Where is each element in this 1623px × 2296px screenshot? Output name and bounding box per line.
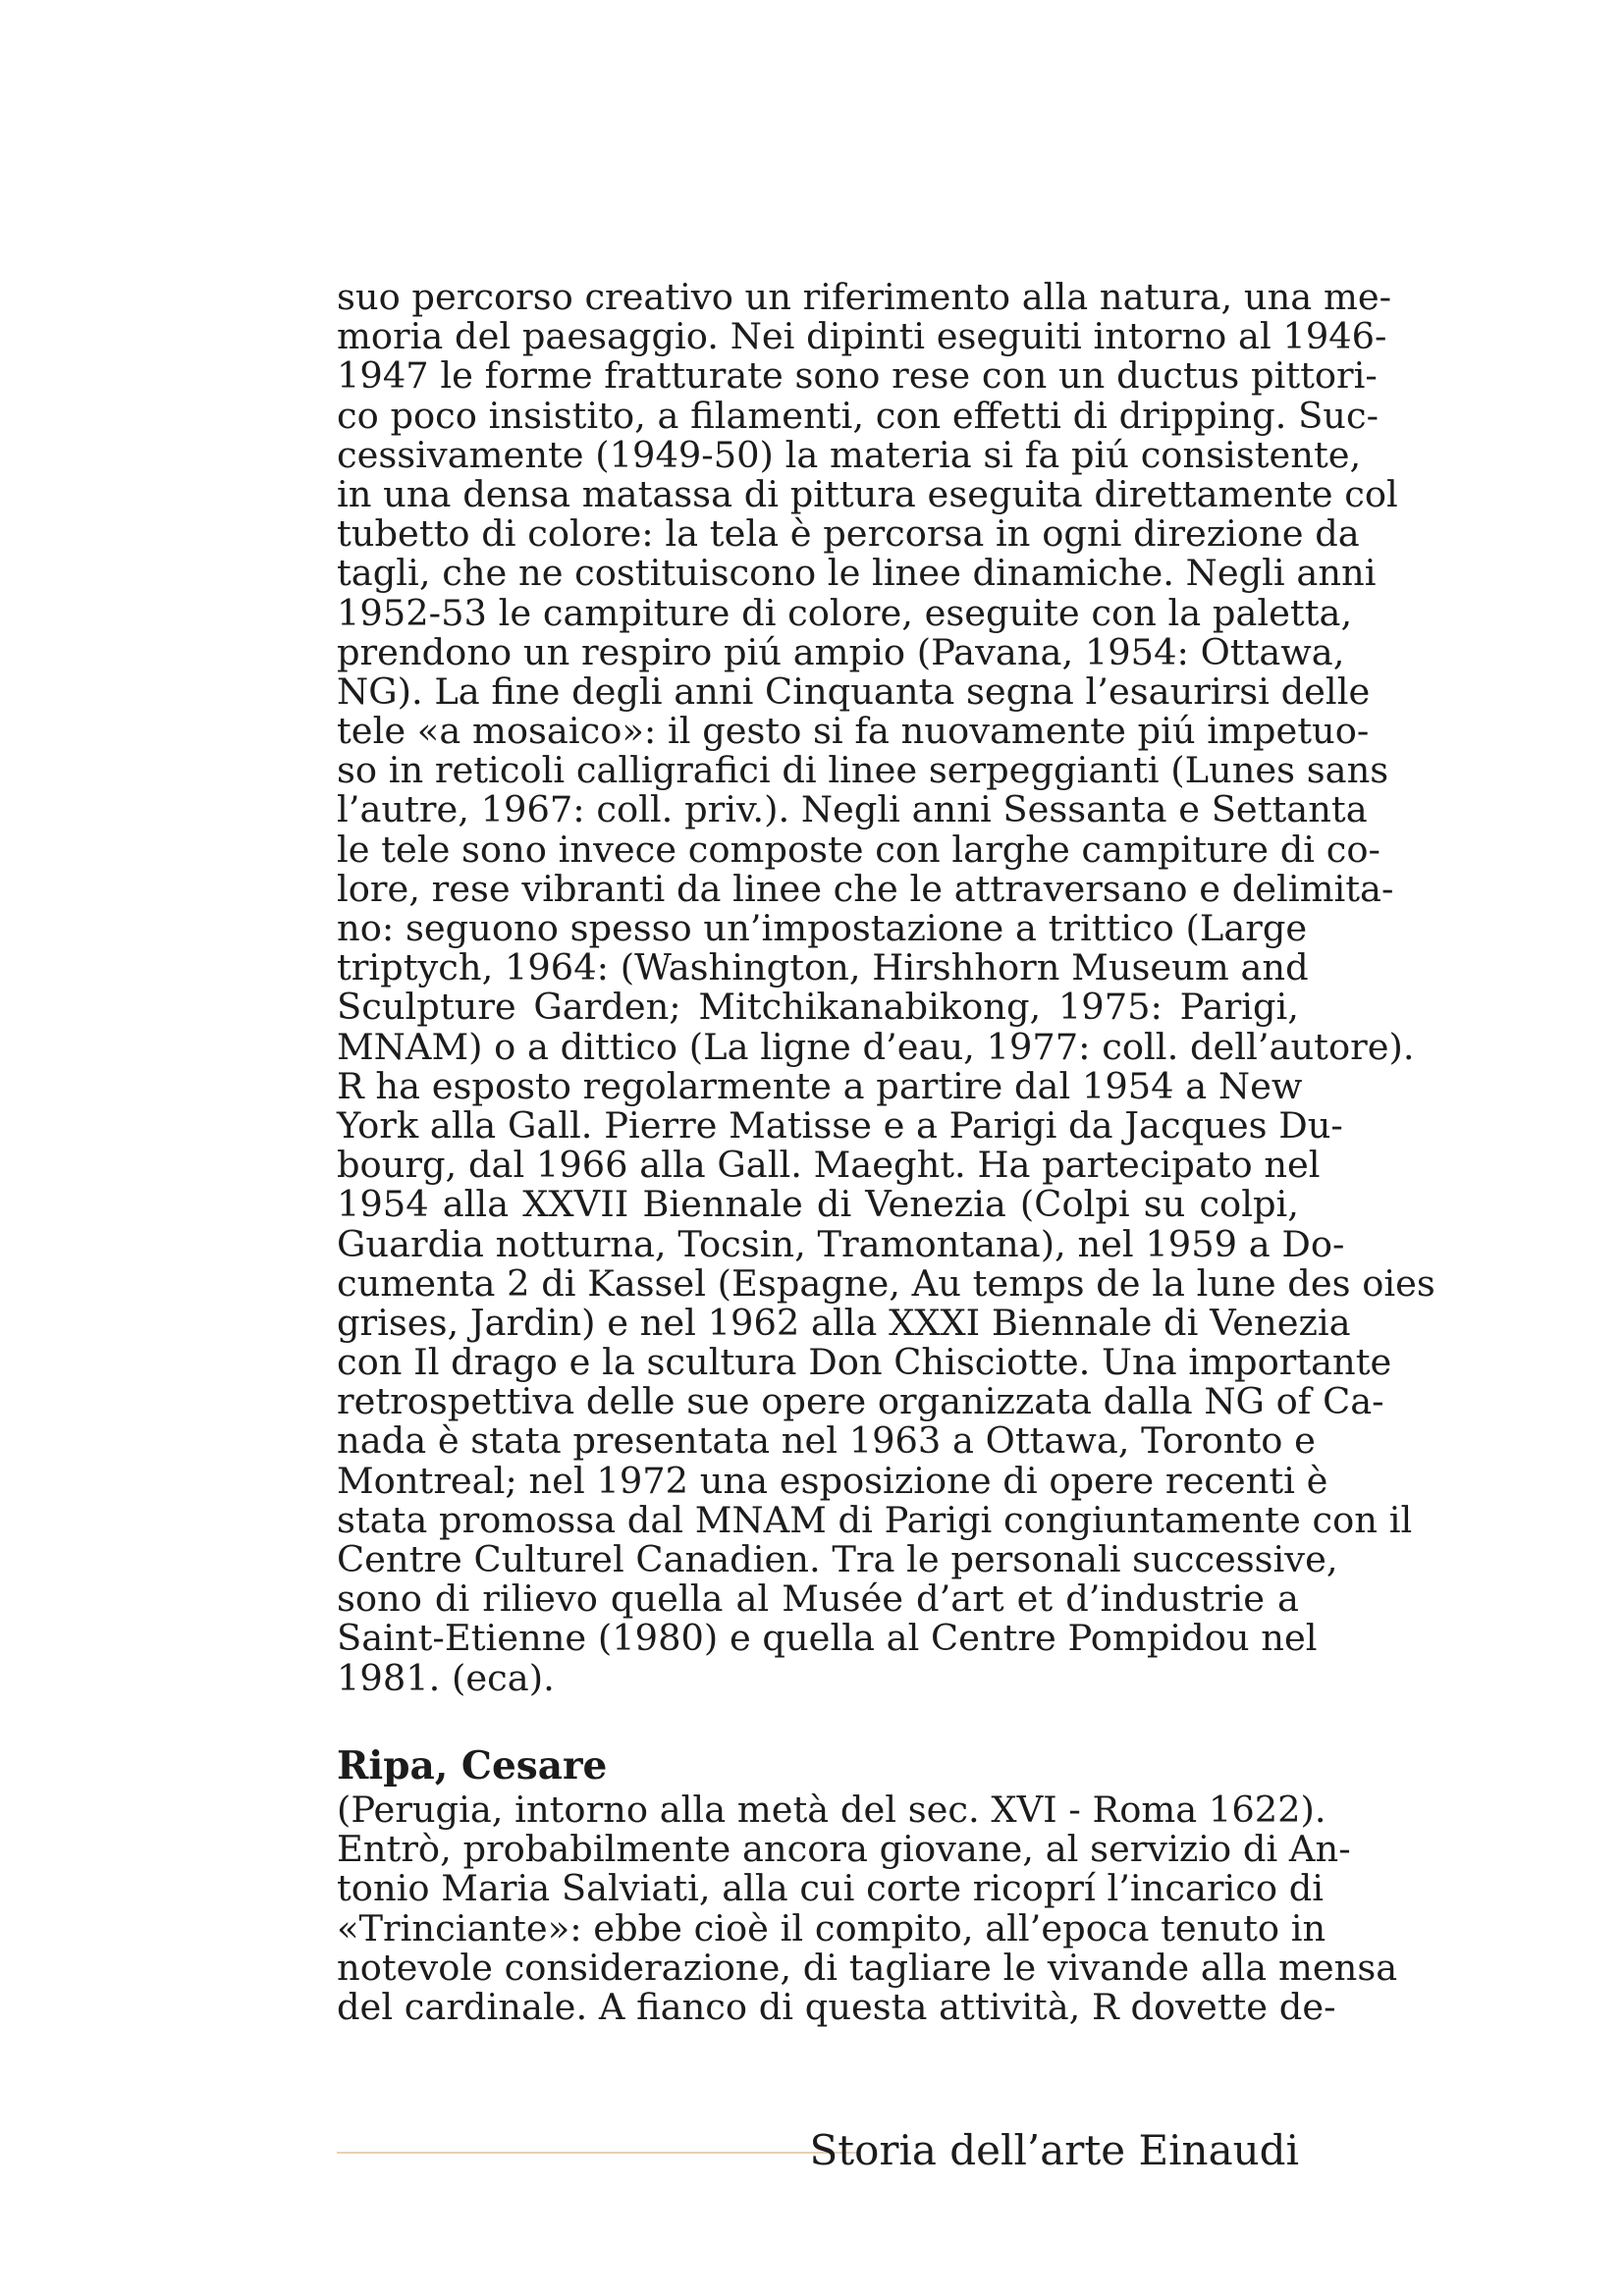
text-line: nada è stata presentata nel 1963 a Ottawa, Toronto e [337, 1419, 1316, 1463]
text-line: co poco insistito, a filamenti, con effetti di dripping. Suc- [337, 394, 1380, 437]
text-line: Saint-Etienne (1980) e quella al Centre Pompidou nel [337, 1617, 1318, 1660]
text-line: tele «a mosaico»: il gesto si fa nuovamente piú impetuo- [337, 710, 1370, 753]
text-line: retrospettiva delle sue opere organizzata dalla NG of Ca- [337, 1380, 1384, 1423]
text-line: moria del paesaggio. Nei dipinti eseguiti intorno al 1946- [337, 315, 1387, 358]
text-line: del cardinale. A fianco di questa attività, R dovette de- [337, 1985, 1336, 2028]
text-line: York alla Gall. Pierre Matisse e a Parigi da Jacques Du- [337, 1103, 1343, 1147]
entry-heading: Ripa, Cesare [337, 1743, 608, 1789]
text-line: Centre Culturel Canadien. Tra le personali successive, [337, 1538, 1338, 1580]
text-line: 1952-53 le campiture di colore, eseguite con la paletta, [337, 591, 1353, 634]
text-line: lore, rese vibranti da linee che le attraversano e delimita- [337, 867, 1394, 910]
text-line: so in reticoli calligrafici di linee serpeggianti (Lunes sans [337, 749, 1389, 792]
text-line: Entrò, probabilmente ancora giovane, al servizio di An- [337, 1828, 1351, 1871]
text-line: bourg, dal 1966 alla Gall. Maeght. Ha partecipato nel [337, 1144, 1321, 1187]
text-line: suo percorso creativo un riferimento alla natura, una me- [337, 276, 1392, 318]
text-line: R ha esposto regolarmente a partire dal 1954 a New [337, 1064, 1303, 1107]
text-line: l’autre, 1967: coll. priv.). Negli anni Sessanta e Settanta [337, 788, 1368, 831]
text-line: triptych, 1964: (Washington, Hirshhorn Museum and [337, 946, 1309, 989]
text-line: MNAM) o a dittico (La ligne d’eau, 1977: coll. dell’autore). [337, 1025, 1415, 1068]
text-line: cumenta 2 di Kassel (Espagne, Au temps de la lune des oies [337, 1261, 1435, 1305]
text-line: notevole considerazione, di tagliare le vivande alla mensa [337, 1946, 1398, 1989]
text-line: sono di rilievo quella al Musée d’art et d’industrie a [337, 1577, 1299, 1621]
body-text [337, 276, 1435, 1699]
text-line: Sculpture Garden; Mitchikanabikong, 1975: Parigi, [337, 986, 1299, 1029]
text-line: NG). La fine degli anni Cinquanta segna l’esaurirsi delle [337, 669, 1371, 713]
text-line: «Trinciante»: ebbe cioè il compito, all’epoca tenuto in [337, 1906, 1326, 1949]
text-line: Montreal; nel 1972 una esposizione di opere recenti è [337, 1459, 1328, 1502]
text-line: stata promossa dal MNAM di Parigi congiuntamente con il [337, 1498, 1413, 1541]
text-line: le tele sono invece composte con larghe campiture di co- [337, 828, 1380, 871]
text-line: 1947 le forme fratturate sono rese con un ductus pittori- [337, 354, 1378, 398]
text-line: tagli, che ne costituiscono le linee dinamiche. Negli anni [337, 552, 1377, 595]
text-line: con Il drago e la scultura Don Chisciotte. Una importante [337, 1341, 1392, 1384]
entry-text [337, 1789, 1398, 2028]
footer-divider [337, 2152, 857, 2154]
text-line: prendono un respiro piú ampio (Pavana, 1954: Ottawa, [337, 630, 1345, 673]
text-line: Guardia notturna, Tocsin, Tramontana), nel 1959 a Do- [337, 1222, 1345, 1265]
footer-title: Storia dell’arte Einaudi [809, 2126, 1299, 2174]
text-line: in una densa matassa di pittura eseguita direttamente col [337, 472, 1398, 515]
text-line: 1981. (eca). [337, 1656, 555, 1699]
text-line: grises, Jardin) e nel 1962 alla XXXI Biennale di Venezia [337, 1301, 1351, 1344]
text-line: cessivamente (1949-50) la materia si fa piú consistente, [337, 433, 1362, 476]
text-line: tonio Maria Salviati, alla cui corte ricoprí l’incarico di [337, 1867, 1325, 1910]
text-line: no: seguono spesso un’impostazione a trittico (Large [337, 907, 1308, 949]
text-line: tubetto di colore: la tela è percorsa in ogni direzione da [337, 512, 1360, 556]
text-line: 1954 alla XXVII Biennale di Venezia (Colpi su colpi, [337, 1183, 1299, 1226]
text-line: (Perugia, intorno alla metà del sec. XVI - Roma 1622). [337, 1789, 1326, 1831]
